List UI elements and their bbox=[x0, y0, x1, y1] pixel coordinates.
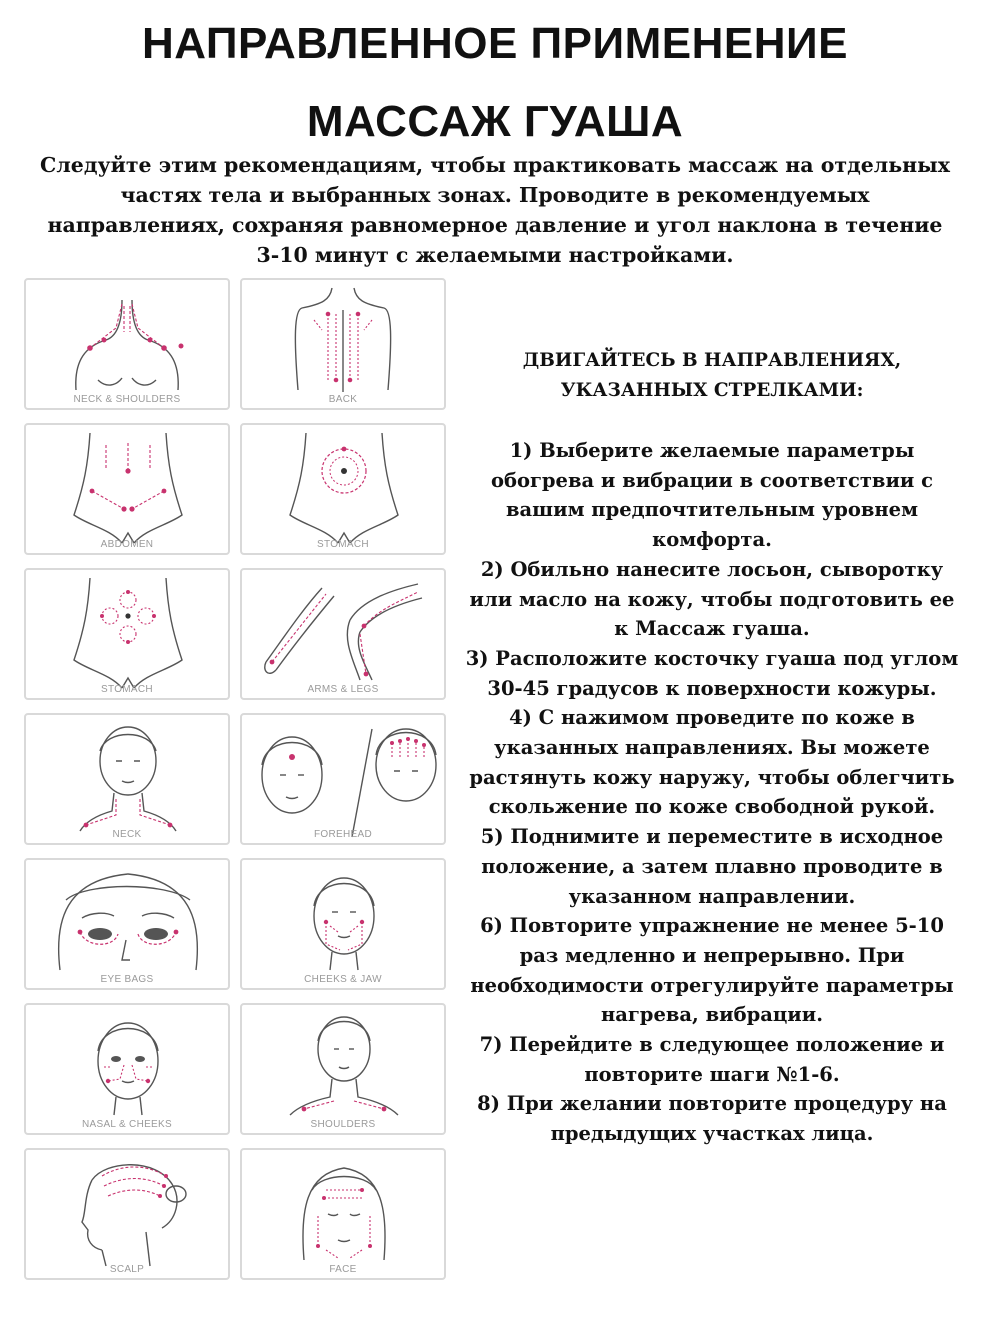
arms-legs-illustration bbox=[242, 570, 444, 698]
zone-card-stomach-2 bbox=[24, 568, 230, 700]
zone-card-shoulders bbox=[240, 1003, 446, 1135]
zone-label: ABDOMEN bbox=[100, 539, 154, 550]
stomach-spirals-illustration bbox=[26, 570, 228, 698]
zone-label: CHEEKS & JAW bbox=[304, 974, 382, 985]
zone-label: FACE bbox=[329, 1264, 357, 1275]
zone-label: FOREHEAD bbox=[314, 829, 372, 840]
zone-label: NECK & SHOULDERS bbox=[73, 394, 181, 405]
instruction-step: 3) Расположите косточку гуаша под углом 30-45 градусов к поверхности кожуры. bbox=[465, 646, 959, 700]
instruction-step: 6) Повторите упражнение не менее 5-10 раз медленно и непрерывно. При необходимости отрегулируйте параметры нагрева, вибрации. bbox=[470, 914, 954, 1027]
back-illustration bbox=[242, 280, 444, 408]
zone-label: STOMACH bbox=[101, 684, 153, 695]
instruction-step: 7) Перейдите в следующее положение и повторите шаги №1-6. bbox=[479, 1033, 945, 1086]
zone-label: NASAL & CHEEKS bbox=[82, 1119, 172, 1130]
zone-card-forehead bbox=[240, 713, 446, 845]
stomach-circle-illustration bbox=[242, 425, 444, 553]
forehead-illustration bbox=[242, 715, 444, 843]
cheeks-jaw-illustration bbox=[242, 860, 444, 988]
zone-card-cheeks-jaw bbox=[240, 858, 446, 990]
neck-illustration bbox=[26, 715, 228, 843]
instruction-step: 2) Обильно нанесите лосьон, сыворотку или масло на кожу, чтобы подготовить ее к Массаж гуаша. bbox=[469, 557, 955, 641]
zone-label: SCALP bbox=[109, 1264, 145, 1275]
zone-card-eye-bags bbox=[24, 858, 230, 990]
zone-card-neck bbox=[24, 713, 230, 845]
instruction-step: 4) С нажимом проведите по коже в указанных направлениях. Вы можете растянуть кожу наружу, чтобы облегчить скольжение по коже свободной рукой. bbox=[469, 706, 955, 819]
instructions-heading: ДВИГАЙТЕСЬ В НАПРАВЛЕНИЯХ, УКАЗАННЫХ СТРЕЛКАМИ: bbox=[522, 350, 902, 401]
zone-card-abdomen bbox=[24, 423, 230, 555]
zone-label: BACK bbox=[328, 394, 358, 405]
instructions-panel bbox=[462, 346, 962, 1149]
eye-bags-illustration bbox=[26, 860, 228, 988]
page-title-line2: МАССАЖ ГУАША bbox=[306, 97, 684, 146]
neck-shoulders-illustration bbox=[26, 280, 228, 408]
shoulders-illustration bbox=[242, 1005, 444, 1133]
zone-label: ARMS & LEGS bbox=[307, 684, 379, 695]
zone-card-face bbox=[240, 1148, 446, 1280]
instruction-step: 5) Поднимите и переместите в исходное положение, а затем плавно проводите в указанном направлении. bbox=[480, 825, 944, 908]
zones-grid bbox=[24, 278, 452, 1294]
zone-card-nasal-cheeks bbox=[24, 1003, 230, 1135]
zone-label: NECK bbox=[112, 829, 142, 840]
instruction-step: 1) Выберите желаемые параметры обогрева и вибрации в соответствии с вашим предпочтительным уровнем комфорта. bbox=[490, 439, 934, 552]
abdomen-illustration bbox=[26, 425, 228, 553]
instruction-step: 8) При желании повторите процедуру на предыдущих участках лица. bbox=[477, 1092, 947, 1146]
intro-text: Следуйте этим рекомендациям, чтобы практиковать массаж на отдельных частях тела и выбранных зонах. Проводите в рекомендуемых направлениях, сохраняя равномерное давление и угол наклона в течение 3-10 минут с желаемыми настройками. bbox=[40, 153, 950, 267]
zone-card-neck-shoulders bbox=[24, 278, 230, 410]
zone-card-back bbox=[240, 278, 446, 410]
zone-label: SHOULDERS bbox=[310, 1119, 376, 1130]
zone-card-stomach bbox=[240, 423, 446, 555]
zone-card-scalp bbox=[24, 1148, 230, 1280]
zone-label: EYE BAGS bbox=[100, 974, 154, 985]
zone-label: STOMACH bbox=[317, 539, 369, 550]
face-illustration bbox=[242, 1150, 444, 1278]
page-title-line1: НАПРАВЛЕННОЕ ПРИМЕНЕНИЕ bbox=[141, 19, 849, 68]
scalp-illustration bbox=[26, 1150, 228, 1278]
nasal-cheeks-illustration bbox=[26, 1005, 228, 1133]
zone-card-arms-legs bbox=[240, 568, 446, 700]
